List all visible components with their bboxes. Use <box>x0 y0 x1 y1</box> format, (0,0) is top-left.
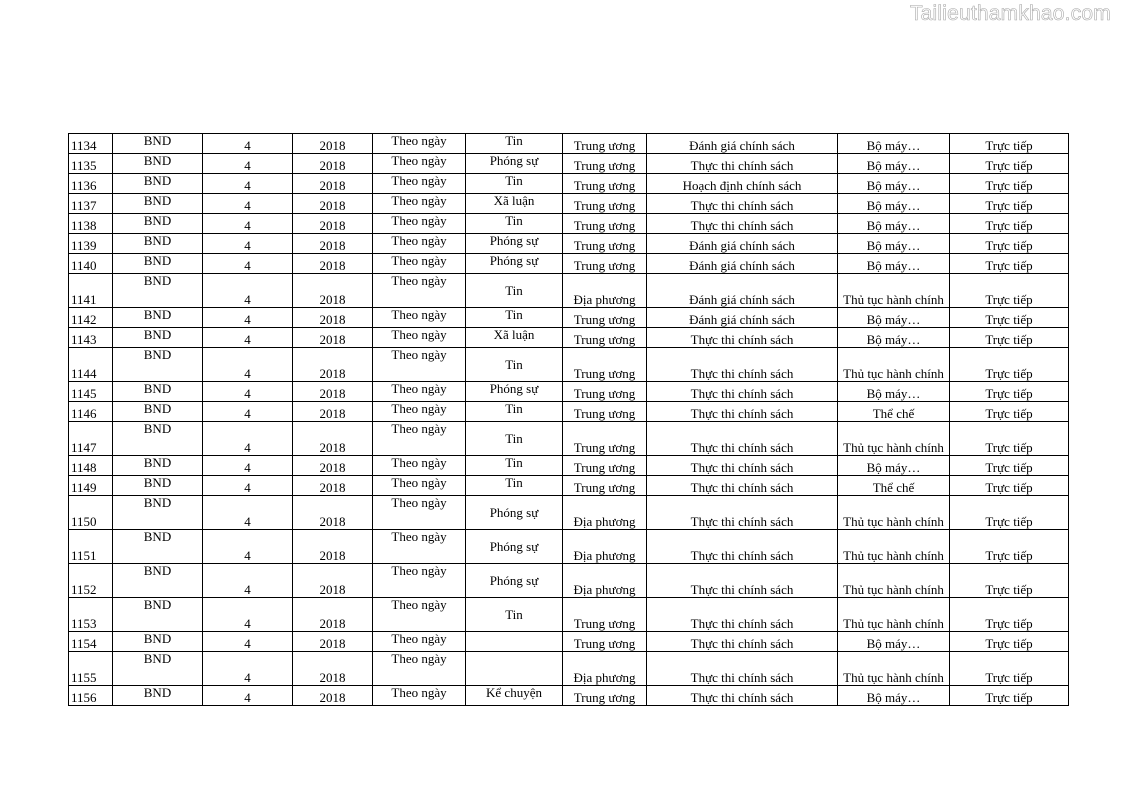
table-row <box>69 530 1069 564</box>
level-cell: Trung ương <box>563 422 647 456</box>
year-cell: 2018 <box>293 348 373 382</box>
genre-cell: Phóng sự <box>466 530 563 564</box>
frequency-cell: Theo ngày <box>373 686 466 706</box>
frequency-cell: Theo ngày <box>373 274 466 308</box>
table-row <box>69 598 1069 632</box>
level-cell: Trung ương <box>563 174 647 194</box>
genre-cell <box>466 652 563 686</box>
watermark: Tailieuthamkhao.com <box>909 2 1111 25</box>
year-cell: 2018 <box>293 402 373 422</box>
source-cell: BND <box>113 422 203 456</box>
year-cell: 2018 <box>293 456 373 476</box>
month-cell: 4 <box>203 598 293 632</box>
source-cell: BND <box>113 382 203 402</box>
row-id: 1147 <box>69 422 113 456</box>
frequency-cell: Theo ngày <box>373 254 466 274</box>
frequency-cell: Theo ngày <box>373 530 466 564</box>
field-cell: Bộ máy… <box>838 174 950 194</box>
source-cell: BND <box>113 328 203 348</box>
field-cell: Bộ máy… <box>838 456 950 476</box>
source-cell: BND <box>113 456 203 476</box>
level-cell: Trung ương <box>563 214 647 234</box>
topic-cell: Thực thi chính sách <box>647 154 838 174</box>
source-cell: BND <box>113 598 203 632</box>
field-cell: Bộ máy… <box>838 134 950 154</box>
row-id: 1145 <box>69 382 113 402</box>
year-cell: 2018 <box>293 214 373 234</box>
genre-cell: Tin <box>466 274 563 308</box>
level-cell: Địa phương <box>563 652 647 686</box>
genre-cell: Xã luận <box>466 194 563 214</box>
field-cell: Thủ tục hành chính <box>838 530 950 564</box>
genre-cell: Tin <box>466 308 563 328</box>
row-id: 1152 <box>69 564 113 598</box>
mode-cell: Trực tiếp <box>950 564 1069 598</box>
year-cell: 2018 <box>293 154 373 174</box>
table-row <box>69 154 1069 174</box>
month-cell: 4 <box>203 194 293 214</box>
month-cell: 4 <box>203 382 293 402</box>
year-cell: 2018 <box>293 686 373 706</box>
genre-cell: Tin <box>466 348 563 382</box>
frequency-cell: Theo ngày <box>373 422 466 456</box>
table-row <box>69 174 1069 194</box>
table-row <box>69 564 1069 598</box>
topic-cell: Thực thi chính sách <box>647 564 838 598</box>
genre-cell: Phóng sự <box>466 496 563 530</box>
table-row <box>69 134 1069 154</box>
year-cell: 2018 <box>293 598 373 632</box>
topic-cell: Thực thi chính sách <box>647 496 838 530</box>
month-cell: 4 <box>203 328 293 348</box>
year-cell: 2018 <box>293 632 373 652</box>
year-cell: 2018 <box>293 496 373 530</box>
month-cell: 4 <box>203 632 293 652</box>
field-cell: Bộ máy… <box>838 328 950 348</box>
field-cell: Thủ tục hành chính <box>838 348 950 382</box>
frequency-cell: Theo ngày <box>373 476 466 496</box>
frequency-cell: Theo ngày <box>373 308 466 328</box>
row-id: 1146 <box>69 402 113 422</box>
month-cell: 4 <box>203 234 293 254</box>
mode-cell: Trực tiếp <box>950 422 1069 456</box>
frequency-cell: Theo ngày <box>373 496 466 530</box>
row-id: 1136 <box>69 174 113 194</box>
genre-cell: Phóng sự <box>466 254 563 274</box>
level-cell: Trung ương <box>563 382 647 402</box>
field-cell: Thủ tục hành chính <box>838 274 950 308</box>
source-cell: BND <box>113 174 203 194</box>
source-cell: BND <box>113 274 203 308</box>
field-cell: Thủ tục hành chính <box>838 422 950 456</box>
source-cell: BND <box>113 686 203 706</box>
mode-cell: Trực tiếp <box>950 234 1069 254</box>
field-cell: Bộ máy… <box>838 254 950 274</box>
source-cell: BND <box>113 134 203 154</box>
row-id: 1137 <box>69 194 113 214</box>
level-cell: Trung ương <box>563 402 647 422</box>
mode-cell: Trực tiếp <box>950 274 1069 308</box>
mode-cell: Trực tiếp <box>950 496 1069 530</box>
table-row <box>69 496 1069 530</box>
year-cell: 2018 <box>293 530 373 564</box>
topic-cell: Thực thi chính sách <box>647 456 838 476</box>
source-cell: BND <box>113 496 203 530</box>
genre-cell: Phóng sự <box>466 234 563 254</box>
year-cell: 2018 <box>293 422 373 456</box>
year-cell: 2018 <box>293 476 373 496</box>
year-cell: 2018 <box>293 274 373 308</box>
frequency-cell: Theo ngày <box>373 652 466 686</box>
level-cell: Trung ương <box>563 254 647 274</box>
level-cell: Địa phương <box>563 564 647 598</box>
frequency-cell: Theo ngày <box>373 174 466 194</box>
month-cell: 4 <box>203 456 293 476</box>
topic-cell: Thực thi chính sách <box>647 686 838 706</box>
year-cell: 2018 <box>293 174 373 194</box>
month-cell: 4 <box>203 254 293 274</box>
frequency-cell: Theo ngày <box>373 134 466 154</box>
topic-cell: Thực thi chính sách <box>647 476 838 496</box>
frequency-cell: Theo ngày <box>373 632 466 652</box>
mode-cell: Trực tiếp <box>950 214 1069 234</box>
level-cell: Trung ương <box>563 348 647 382</box>
year-cell: 2018 <box>293 194 373 214</box>
year-cell: 2018 <box>293 254 373 274</box>
genre-cell: Tin <box>466 214 563 234</box>
mode-cell: Trực tiếp <box>950 154 1069 174</box>
level-cell: Trung ương <box>563 476 647 496</box>
row-id: 1143 <box>69 328 113 348</box>
month-cell: 4 <box>203 274 293 308</box>
row-id: 1139 <box>69 234 113 254</box>
level-cell: Trung ương <box>563 686 647 706</box>
source-cell: BND <box>113 254 203 274</box>
level-cell: Trung ương <box>563 456 647 476</box>
row-id: 1151 <box>69 530 113 564</box>
field-cell: Bộ máy… <box>838 686 950 706</box>
mode-cell: Trực tiếp <box>950 194 1069 214</box>
mode-cell: Trực tiếp <box>950 254 1069 274</box>
field-cell: Bộ máy… <box>838 234 950 254</box>
field-cell: Bộ máy… <box>838 194 950 214</box>
field-cell: Thủ tục hành chính <box>838 496 950 530</box>
topic-cell: Thực thi chính sách <box>647 194 838 214</box>
table-row <box>69 214 1069 234</box>
field-cell: Thủ tục hành chính <box>838 652 950 686</box>
field-cell: Thể chế <box>838 476 950 496</box>
year-cell: 2018 <box>293 308 373 328</box>
field-cell: Thể chế <box>838 402 950 422</box>
topic-cell: Hoạch định chính sách <box>647 174 838 194</box>
genre-cell: Tin <box>466 174 563 194</box>
topic-cell: Đánh giá chính sách <box>647 308 838 328</box>
table-row <box>69 274 1069 308</box>
genre-cell: Kể chuyện <box>466 686 563 706</box>
frequency-cell: Theo ngày <box>373 328 466 348</box>
data-table <box>68 133 1069 706</box>
row-id: 1140 <box>69 254 113 274</box>
level-cell: Trung ương <box>563 598 647 632</box>
month-cell: 4 <box>203 348 293 382</box>
field-cell: Bộ máy… <box>838 382 950 402</box>
table-row <box>69 632 1069 652</box>
table-row <box>69 234 1069 254</box>
topic-cell: Đánh giá chính sách <box>647 274 838 308</box>
row-id: 1142 <box>69 308 113 328</box>
month-cell: 4 <box>203 402 293 422</box>
field-cell: Bộ máy… <box>838 632 950 652</box>
month-cell: 4 <box>203 530 293 564</box>
frequency-cell: Theo ngày <box>373 234 466 254</box>
source-cell: BND <box>113 564 203 598</box>
source-cell: BND <box>113 402 203 422</box>
table-row <box>69 328 1069 348</box>
genre-cell: Tin <box>466 598 563 632</box>
row-id: 1138 <box>69 214 113 234</box>
topic-cell: Thực thi chính sách <box>647 348 838 382</box>
row-id: 1154 <box>69 632 113 652</box>
row-id: 1149 <box>69 476 113 496</box>
year-cell: 2018 <box>293 234 373 254</box>
topic-cell: Thực thi chính sách <box>647 632 838 652</box>
mode-cell: Trực tiếp <box>950 402 1069 422</box>
year-cell: 2018 <box>293 564 373 598</box>
year-cell: 2018 <box>293 382 373 402</box>
topic-cell: Thực thi chính sách <box>647 382 838 402</box>
field-cell: Bộ máy… <box>838 154 950 174</box>
mode-cell: Trực tiếp <box>950 308 1069 328</box>
mode-cell: Trực tiếp <box>950 134 1069 154</box>
frequency-cell: Theo ngày <box>373 214 466 234</box>
field-cell: Thủ tục hành chính <box>838 598 950 632</box>
frequency-cell: Theo ngày <box>373 402 466 422</box>
frequency-cell: Theo ngày <box>373 382 466 402</box>
level-cell: Trung ương <box>563 308 647 328</box>
source-cell: BND <box>113 476 203 496</box>
topic-cell: Đánh giá chính sách <box>647 254 838 274</box>
genre-cell: Phóng sự <box>466 382 563 402</box>
genre-cell: Tin <box>466 402 563 422</box>
level-cell: Trung ương <box>563 134 647 154</box>
topic-cell: Thực thi chính sách <box>647 214 838 234</box>
row-id: 1144 <box>69 348 113 382</box>
source-cell: BND <box>113 652 203 686</box>
mode-cell: Trực tiếp <box>950 382 1069 402</box>
row-id: 1135 <box>69 154 113 174</box>
table-row <box>69 686 1069 706</box>
source-cell: BND <box>113 194 203 214</box>
topic-cell: Đánh giá chính sách <box>647 134 838 154</box>
frequency-cell: Theo ngày <box>373 154 466 174</box>
table-row <box>69 456 1069 476</box>
source-cell: BND <box>113 348 203 382</box>
month-cell: 4 <box>203 174 293 194</box>
table-row <box>69 422 1069 456</box>
source-cell: BND <box>113 154 203 174</box>
topic-cell: Thực thi chính sách <box>647 422 838 456</box>
month-cell: 4 <box>203 652 293 686</box>
row-id: 1141 <box>69 274 113 308</box>
mode-cell: Trực tiếp <box>950 652 1069 686</box>
field-cell: Bộ máy… <box>838 308 950 328</box>
table-row <box>69 476 1069 496</box>
month-cell: 4 <box>203 496 293 530</box>
topic-cell: Thực thi chính sách <box>647 598 838 632</box>
genre-cell: Tin <box>466 456 563 476</box>
level-cell: Địa phương <box>563 274 647 308</box>
level-cell: Địa phương <box>563 530 647 564</box>
frequency-cell: Theo ngày <box>373 194 466 214</box>
table-row <box>69 348 1069 382</box>
level-cell: Trung ương <box>563 154 647 174</box>
mode-cell: Trực tiếp <box>950 174 1069 194</box>
frequency-cell: Theo ngày <box>373 564 466 598</box>
topic-cell: Đánh giá chính sách <box>647 234 838 254</box>
level-cell: Trung ương <box>563 328 647 348</box>
row-id: 1134 <box>69 134 113 154</box>
month-cell: 4 <box>203 422 293 456</box>
month-cell: 4 <box>203 214 293 234</box>
genre-cell: Tin <box>466 422 563 456</box>
source-cell: BND <box>113 214 203 234</box>
genre-cell <box>466 632 563 652</box>
genre-cell: Xã luận <box>466 328 563 348</box>
topic-cell: Thực thi chính sách <box>647 328 838 348</box>
table-row <box>69 308 1069 328</box>
mode-cell: Trực tiếp <box>950 328 1069 348</box>
topic-cell: Thực thi chính sách <box>647 530 838 564</box>
table-row <box>69 652 1069 686</box>
field-cell: Thủ tục hành chính <box>838 564 950 598</box>
row-id: 1156 <box>69 686 113 706</box>
source-cell: BND <box>113 234 203 254</box>
year-cell: 2018 <box>293 134 373 154</box>
mode-cell: Trực tiếp <box>950 530 1069 564</box>
month-cell: 4 <box>203 154 293 174</box>
table-row <box>69 382 1069 402</box>
table-row <box>69 254 1069 274</box>
genre-cell: Tin <box>466 476 563 496</box>
table-row <box>69 402 1069 422</box>
level-cell: Trung ương <box>563 194 647 214</box>
source-cell: BND <box>113 632 203 652</box>
mode-cell: Trực tiếp <box>950 686 1069 706</box>
row-id: 1153 <box>69 598 113 632</box>
genre-cell: Phóng sự <box>466 154 563 174</box>
source-cell: BND <box>113 530 203 564</box>
source-cell: BND <box>113 308 203 328</box>
mode-cell: Trực tiếp <box>950 598 1069 632</box>
frequency-cell: Theo ngày <box>373 456 466 476</box>
mode-cell: Trực tiếp <box>950 456 1069 476</box>
level-cell: Trung ương <box>563 632 647 652</box>
mode-cell: Trực tiếp <box>950 632 1069 652</box>
topic-cell: Thực thi chính sách <box>647 652 838 686</box>
table-row <box>69 194 1069 214</box>
year-cell: 2018 <box>293 328 373 348</box>
genre-cell: Phóng sự <box>466 564 563 598</box>
frequency-cell: Theo ngày <box>373 598 466 632</box>
month-cell: 4 <box>203 308 293 328</box>
level-cell: Địa phương <box>563 496 647 530</box>
field-cell: Bộ máy… <box>838 214 950 234</box>
frequency-cell: Theo ngày <box>373 348 466 382</box>
year-cell: 2018 <box>293 652 373 686</box>
mode-cell: Trực tiếp <box>950 476 1069 496</box>
month-cell: 4 <box>203 134 293 154</box>
level-cell: Trung ương <box>563 234 647 254</box>
row-id: 1148 <box>69 456 113 476</box>
mode-cell: Trực tiếp <box>950 348 1069 382</box>
topic-cell: Thực thi chính sách <box>647 402 838 422</box>
month-cell: 4 <box>203 686 293 706</box>
row-id: 1155 <box>69 652 113 686</box>
month-cell: 4 <box>203 564 293 598</box>
table-body <box>69 134 1069 706</box>
month-cell: 4 <box>203 476 293 496</box>
row-id: 1150 <box>69 496 113 530</box>
genre-cell: Tin <box>466 134 563 154</box>
